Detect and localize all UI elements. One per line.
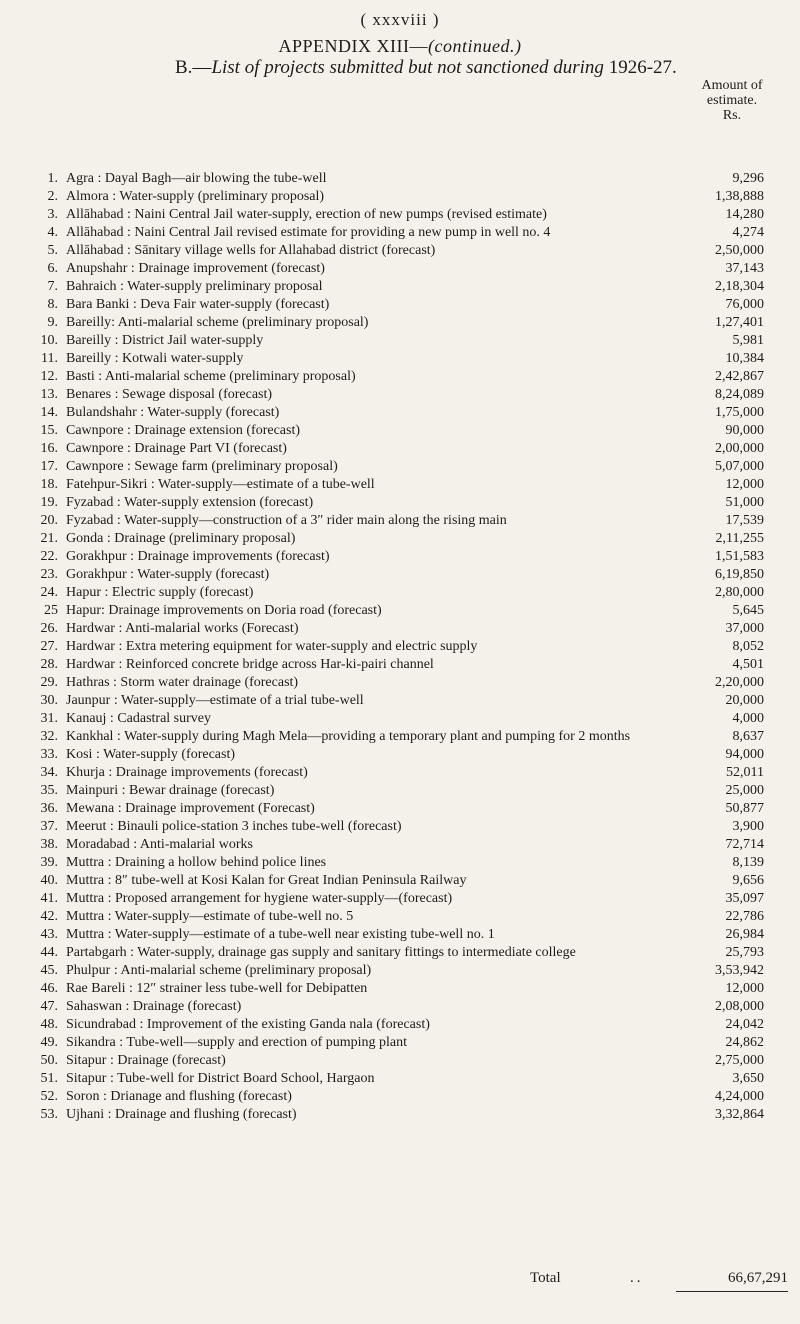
item-description: Mainpuri : Bewar drainage (forecast) [66, 783, 275, 798]
item-amount: 4,24,000 [715, 1089, 764, 1104]
section-heading-text: List of projects submitted but not sanctioned during [211, 57, 609, 78]
item-description: Cawnpore : Drainage Part VI (forecast) [66, 441, 287, 456]
list-item [0, 981, 800, 996]
item-amount: 2,50,000 [715, 243, 764, 258]
amount-header-unit: Rs. [722, 108, 742, 123]
item-description: Kanauj : Cadastral survey [66, 711, 212, 726]
item-description: Bara Banki : Deva Fair water-supply (forecast) [66, 297, 330, 312]
item-amount: 24,042 [725, 1017, 764, 1032]
item-number: 49. [40, 1035, 58, 1050]
item-description: Hapur : Electric supply (forecast) [66, 585, 254, 600]
item-number: 4. [47, 225, 58, 240]
item-description: Hardwar : Anti-malarial works (Forecast) [66, 621, 299, 636]
list-item [0, 189, 800, 204]
item-amount: 9,296 [732, 171, 764, 186]
item-number: 44. [40, 945, 58, 960]
total-leader: .. [630, 1270, 644, 1286]
list-item [0, 441, 800, 456]
item-number: 47. [40, 999, 58, 1014]
item-amount: 2,11,255 [715, 531, 764, 546]
item-amount: 2,08,000 [715, 999, 764, 1014]
item-description: Sitapur : Drainage (forecast) [66, 1053, 226, 1068]
item-amount: 8,139 [732, 855, 764, 870]
item-description: Bareilly : District Jail water-supply [66, 333, 264, 348]
appendix-title [0, 36, 800, 57]
item-description: Allāhabad : Naini Central Jail revised estimate for providing a new pump in well no. 4 [66, 225, 551, 240]
item-number: 50. [40, 1053, 58, 1068]
item-amount: 37,000 [725, 621, 764, 636]
list-item [0, 279, 800, 294]
item-number: 13. [40, 387, 58, 402]
list-item [0, 405, 800, 420]
item-description: Hapur: Drainage improvements on Doria road (forecast) [66, 603, 382, 618]
list-item [0, 171, 800, 186]
item-description: Hardwar : Reinforced concrete bridge across Har-ki-pairi channel [66, 657, 434, 672]
item-amount: 1,38,888 [715, 189, 764, 204]
item-number: 41. [40, 891, 58, 906]
item-description: Phulpur : Anti-malarial scheme (preliminary proposal) [66, 963, 372, 978]
list-item [0, 729, 800, 744]
list-item [0, 927, 800, 942]
item-number: 7. [47, 279, 58, 294]
item-amount: 76,000 [725, 297, 764, 312]
amount-header-line1: Amount of [701, 78, 763, 93]
list-item [0, 225, 800, 240]
item-amount: 50,877 [725, 801, 764, 816]
item-amount: 2,18,304 [715, 279, 764, 294]
total-underline [676, 1291, 788, 1292]
item-description: Bareilly : Kotwali water-supply [66, 351, 244, 366]
item-number: 51. [40, 1071, 58, 1086]
item-amount: 94,000 [725, 747, 764, 762]
item-amount: 1,27,401 [715, 315, 764, 330]
item-number: 15. [40, 423, 58, 438]
section-heading [175, 57, 677, 79]
item-amount: 2,20,000 [715, 675, 764, 690]
list-item [0, 1017, 800, 1032]
page-number: ( xxxviii ) [360, 10, 440, 29]
section-year: 1926-27. [608, 57, 677, 78]
list-item [0, 999, 800, 1014]
item-number: 27. [40, 639, 58, 654]
item-amount: 5,07,000 [715, 459, 764, 474]
item-description: Hardwar : Extra metering equipment for water-supply and electric supply [66, 639, 478, 654]
item-number: 33. [40, 747, 58, 762]
list-item [0, 909, 800, 924]
item-number: 9. [47, 315, 58, 330]
item-number: 5. [47, 243, 58, 258]
item-amount: 8,24,089 [715, 387, 764, 402]
item-amount: 3,53,942 [715, 963, 764, 978]
item-amount: 1,51,583 [715, 549, 764, 564]
list-item [0, 1071, 800, 1086]
appendix-continued: (continued.) [428, 36, 522, 56]
list-item [0, 585, 800, 600]
item-amount: 26,984 [725, 927, 764, 942]
project-list [0, 171, 800, 1125]
item-description: Fatehpur-Sikri : Water-supply—estimate of a tube-well [66, 477, 375, 492]
list-item [0, 783, 800, 798]
item-amount: 5,981 [732, 333, 764, 348]
list-item [0, 531, 800, 546]
list-item [0, 351, 800, 366]
item-number: 32. [40, 729, 58, 744]
item-amount: 12,000 [725, 477, 764, 492]
list-item [0, 297, 800, 312]
item-amount: 24,862 [725, 1035, 764, 1050]
item-number: 42. [40, 909, 58, 924]
appendix-title-text: APPENDIX XIII— [278, 36, 429, 56]
item-description: Cawnpore : Drainage extension (forecast) [66, 423, 301, 438]
item-amount: 3,650 [732, 1071, 764, 1086]
item-number: 23. [40, 567, 58, 582]
list-item [0, 243, 800, 258]
item-number: 10. [40, 333, 58, 348]
item-description: Benares : Sewage disposal (forecast) [66, 387, 273, 402]
item-number: 45. [40, 963, 58, 978]
item-amount: 14,280 [725, 207, 764, 222]
item-amount: 10,384 [725, 351, 764, 366]
item-description: Bareilly: Anti-malarial scheme (preliminary proposal) [66, 315, 369, 330]
item-description: Muttra : Water-supply—estimate of a tube-well near existing tube-well no. 1 [66, 927, 495, 942]
item-description: Almora : Water-supply (preliminary proposal) [66, 189, 325, 204]
item-number: 37. [40, 819, 58, 834]
list-item [0, 1035, 800, 1050]
item-description: Allāhabad : Sānitary village wells for Allahabad district (forecast) [66, 243, 436, 258]
item-number: 16. [40, 441, 58, 456]
item-amount: 90,000 [725, 423, 764, 438]
item-description: Jaunpur : Water-supply—estimate of a trial tube-well [66, 693, 364, 708]
item-description: Gonda : Drainage (preliminary proposal) [66, 531, 296, 546]
item-number: 29. [40, 675, 58, 690]
item-description: Allāhabad : Naini Central Jail water-supply, erection of new pumps (revised estimate) [66, 207, 547, 222]
item-description: Muttra : Draining a hollow behind police lines [66, 855, 327, 870]
item-amount: 72,714 [725, 837, 764, 852]
section-prefix: B.— [175, 57, 212, 78]
list-item [0, 513, 800, 528]
item-number: 21. [40, 531, 58, 546]
list-item [0, 207, 800, 222]
item-description: Meerut : Binauli police-station 3 inches tube-well (forecast) [66, 819, 402, 834]
item-amount: 9,656 [732, 873, 764, 888]
list-item [0, 369, 800, 384]
item-amount: 37,143 [725, 261, 764, 276]
item-description: Sitapur : Tube-well for District Board School, Hargaon [66, 1071, 375, 1086]
list-item [0, 891, 800, 906]
list-item [0, 855, 800, 870]
list-item [0, 603, 800, 618]
list-item [0, 765, 800, 780]
item-amount: 4,000 [732, 711, 764, 726]
item-description: Khurja : Drainage improvements (forecast) [66, 765, 308, 780]
item-amount: 12,000 [725, 981, 764, 996]
item-number: 52. [40, 1089, 58, 1104]
item-description: Rae Bareli : 12″ strainer less tube-well for Debipatten [66, 981, 368, 996]
item-number: 26. [40, 621, 58, 636]
list-item [0, 945, 800, 960]
item-number: 3. [47, 207, 58, 222]
item-number: 17. [40, 459, 58, 474]
total-label: Total [530, 1270, 561, 1286]
item-number: 11. [41, 351, 58, 366]
item-number: 19. [40, 495, 58, 510]
item-amount: 4,274 [732, 225, 764, 240]
item-description: Hathras : Storm water drainage (forecast) [66, 675, 299, 690]
list-item [0, 693, 800, 708]
list-item [0, 819, 800, 834]
item-description: Kosi : Water-supply (forecast) [66, 747, 236, 762]
item-amount: 25,793 [725, 945, 764, 960]
list-item [0, 657, 800, 672]
list-item [0, 1053, 800, 1068]
item-description: Sahaswan : Drainage (forecast) [66, 999, 242, 1014]
list-item [0, 387, 800, 402]
item-amount: 51,000 [725, 495, 764, 510]
list-item [0, 1089, 800, 1104]
item-number: 24. [40, 585, 58, 600]
list-item [0, 1107, 800, 1122]
amount-header-line2: estimate. [706, 93, 758, 108]
item-number: 43. [40, 927, 58, 942]
item-description: Cawnpore : Sewage farm (preliminary proposal) [66, 459, 338, 474]
item-number: 25 [44, 603, 58, 618]
item-number: 30. [40, 693, 58, 708]
item-number: 6. [47, 261, 58, 276]
item-description: Agra : Dayal Bagh—air blowing the tube-well [66, 171, 327, 186]
list-item [0, 621, 800, 636]
item-number: 38. [40, 837, 58, 852]
item-number: 12. [40, 369, 58, 384]
item-amount: 20,000 [725, 693, 764, 708]
item-number: 22. [40, 549, 58, 564]
list-item [0, 567, 800, 582]
item-amount: 2,42,867 [715, 369, 764, 384]
item-number: 28. [40, 657, 58, 672]
item-number: 2. [47, 189, 58, 204]
item-description: Sicundrabad : Improvement of the existing Ganda nala (forecast) [66, 1017, 430, 1032]
item-description: Moradabad : Anti-malarial works [66, 837, 254, 852]
item-amount: 1,75,000 [715, 405, 764, 420]
list-item [0, 801, 800, 816]
total-value: 66,67,291 [728, 1270, 788, 1286]
item-amount: 8,052 [732, 639, 764, 654]
item-number: 46. [40, 981, 58, 996]
list-item [0, 837, 800, 852]
item-number: 48. [40, 1017, 58, 1032]
item-description: Anupshahr : Drainage improvement (forecast) [66, 261, 325, 276]
list-item [0, 495, 800, 510]
item-description: Muttra : Water-supply—estimate of tube-well no. 5 [66, 909, 354, 924]
list-item [0, 423, 800, 438]
list-item [0, 459, 800, 474]
item-amount: 35,097 [725, 891, 764, 906]
item-amount: 5,645 [732, 603, 764, 618]
item-description: Kankhal : Water-supply during Magh Mela—providing a temporary plant and pumping for 2 months [66, 729, 631, 744]
item-description: Gorakhpur : Water-supply (forecast) [66, 567, 270, 582]
item-amount: 6,19,850 [715, 567, 764, 582]
item-number: 1. [47, 171, 58, 186]
item-amount: 2,00,000 [715, 441, 764, 456]
item-amount: 17,539 [725, 513, 764, 528]
item-description: Sikandra : Tube-well—supply and erection of pumping plant [66, 1035, 408, 1050]
item-number: 39. [40, 855, 58, 870]
item-amount: 25,000 [725, 783, 764, 798]
item-number: 40. [40, 873, 58, 888]
item-number: 20. [40, 513, 58, 528]
item-amount: 22,786 [725, 909, 764, 924]
item-number: 31. [40, 711, 58, 726]
item-description: Basti : Anti-malarial scheme (preliminary proposal) [66, 369, 356, 384]
item-number: 8. [47, 297, 58, 312]
item-description: Fyzabad : Water-supply extension (forecast) [66, 495, 314, 510]
item-amount: 3,32,864 [715, 1107, 764, 1122]
item-description: Bahraich : Water-supply preliminary proposal [66, 279, 323, 294]
item-amount: 8,637 [732, 729, 764, 744]
list-item [0, 963, 800, 978]
item-description: Mewana : Drainage improvement (Forecast) [66, 801, 315, 816]
item-number: 18. [40, 477, 58, 492]
item-description: Partabgarh : Water-supply, drainage gas supply and sanitary fittings to intermediate college [66, 945, 576, 960]
item-number: 35. [40, 783, 58, 798]
amount-column-header [676, 78, 788, 123]
item-amount: 2,75,000 [715, 1053, 764, 1068]
item-description: Gorakhpur : Drainage improvements (forecast) [66, 549, 330, 564]
list-item [0, 549, 800, 564]
list-item [0, 711, 800, 726]
item-amount: 3,900 [732, 819, 764, 834]
list-item [0, 747, 800, 762]
list-item [0, 333, 800, 348]
item-amount: 4,501 [732, 657, 764, 672]
list-item [0, 477, 800, 492]
list-item [0, 675, 800, 690]
list-item [0, 315, 800, 330]
item-description: Soron : Drianage and flushing (forecast) [66, 1089, 292, 1104]
item-description: Bulandshahr : Water-supply (forecast) [66, 405, 280, 420]
item-number: 14. [40, 405, 58, 420]
item-number: 36. [40, 801, 58, 816]
item-description: Muttra : Proposed arrangement for hygiene water-supply—(forecast) [66, 891, 453, 906]
item-amount: 2,80,000 [715, 585, 764, 600]
item-description: Fyzabad : Water-supply—construction of a 3″ rider main along the rising main [66, 513, 507, 528]
item-description: Muttra : 8″ tube-well at Kosi Kalan for Great Indian Peninsula Railway [66, 873, 467, 888]
item-amount: 52,011 [726, 765, 764, 780]
item-number: 34. [40, 765, 58, 780]
list-item [0, 873, 800, 888]
item-number: 53. [40, 1107, 58, 1122]
list-item [0, 639, 800, 654]
list-item [0, 261, 800, 276]
item-description: Ujhani : Drainage and flushing (forecast) [66, 1107, 297, 1122]
